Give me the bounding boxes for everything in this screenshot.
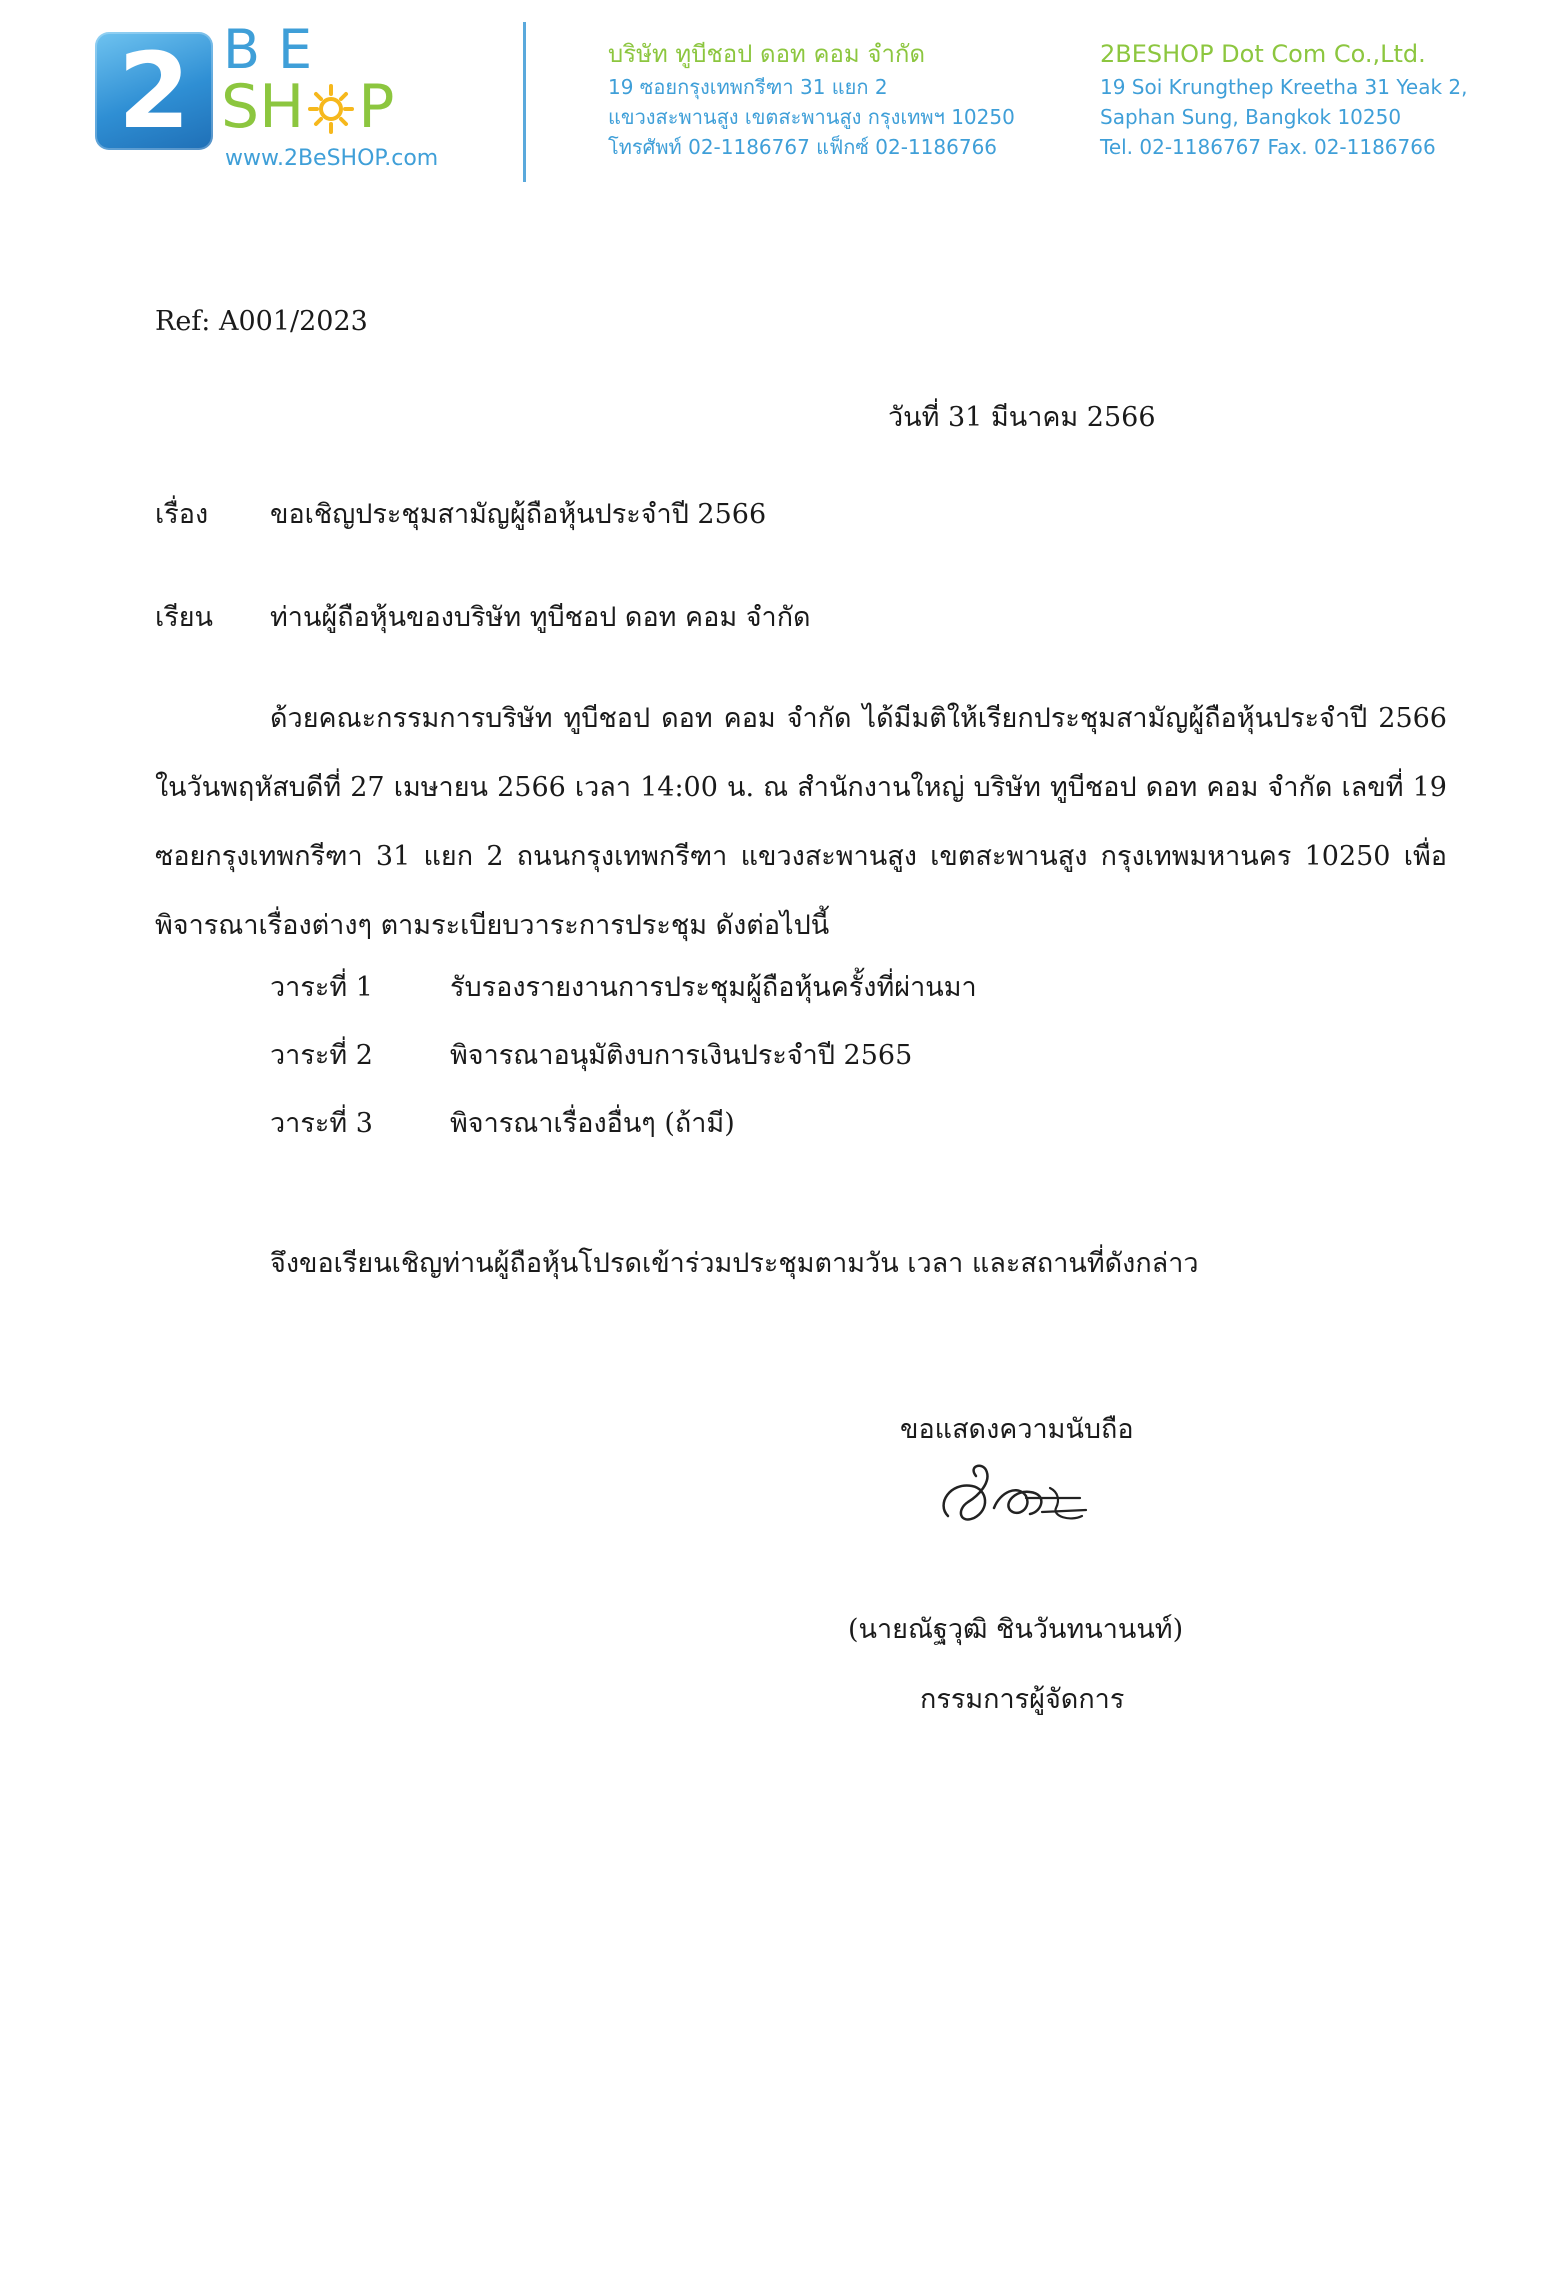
logo-number: 2: [117, 30, 191, 152]
regards: ขอแสดงความนับถือ: [900, 1414, 1134, 1445]
agenda-item: [270, 970, 977, 1006]
letter-date: วันที่ 31 มีนาคม 2566: [888, 402, 1156, 433]
address-line-2-thai: แขวงสะพานสูง เขตสะพานสูง กรุงเทพฯ 10250: [608, 105, 1015, 129]
agenda-text: พิจารณาเรื่องอื่นๆ (ถ้ามี): [450, 1108, 735, 1139]
signature: [930, 1452, 1120, 1540]
address-line-2-english: Saphan Sung, Bangkok 10250: [1100, 105, 1402, 129]
subject-label: เรื่อง: [155, 499, 209, 530]
signer-title: กรรมการผู้จัดการ: [920, 1684, 1125, 1715]
logo-text-be: BE: [223, 18, 331, 81]
agenda-label: วาระที่ 2: [270, 1040, 373, 1071]
address-line-1-thai: 19 ซอยกรุงเทพกรีฑา 31 แยก 2: [608, 75, 888, 99]
agenda-item: [270, 1106, 735, 1142]
closing-paragraph: จึงขอเรียนเชิญท่านผู้ถือหุ้นโปรดเข้าร่วมประชุมตามวัน เวลา และสถานที่ดังกล่าว: [270, 1248, 1199, 1279]
body-text: ด้วยคณะกรรมการบริษัท ทูบีชอป ดอท คอม จำกัด ได้มีมติให้เรียกประชุมสามัญผู้ถือหุ้นประจำปี 2566 ในวันพฤหัสบดีที่ 27 เมษายน 2566 เวลา 14:00 น. ณ สำนักงานใหญ่ บริษัท ทูบีชอป ดอท คอม จำกัด เลขที่ 19 ซอยกรุงเทพกรีฑา 31 แยก 2 ถนนกรุงเทพกรีฑา แขวงสะพานสูง เขตสะพานสูง กรุงเทพมหานคร 10250 เพื่อพิจารณาเรื่องต่างๆ ตามระเบียบวาระการประชุม ดังต่อไปนี้: [155, 703, 1447, 941]
logo-text-sh: SH: [221, 72, 305, 142]
phone-english: Tel. 02-1186767 Fax. 02-1186766: [1100, 135, 1436, 159]
company-name-english: 2BESHOP Dot Com Co.,Ltd.: [1100, 40, 1426, 68]
logo-url: www.2BeSHOP.com: [225, 146, 439, 171]
agenda-item: [270, 1038, 912, 1074]
agenda-label: วาระที่ 3: [270, 1108, 373, 1139]
phone-thai: โทรศัพท์ 02-1186767 แฟ็กซ์ 02-1186766: [608, 135, 998, 159]
logo-badge: [95, 32, 213, 150]
subject-text: ขอเชิญประชุมสามัญผู้ถือหุ้นประจำปี 2566: [270, 499, 767, 530]
logo-text-p: P: [358, 72, 395, 142]
reference-number: Ref: A001/2023: [155, 306, 368, 337]
agenda-text: รับรองรายงานการประชุมผู้ถือหุ้นครั้งที่ผ่านมา: [450, 972, 977, 1003]
logo-text-shop: [221, 72, 394, 142]
company-name-thai: บริษัท ทูบีชอป ดอท คอม จำกัด: [608, 40, 926, 68]
company-logo: [95, 18, 475, 178]
agenda-label: วาระที่ 1: [270, 972, 373, 1003]
signer-name: (นายณัฐวุฒิ ชินวันทนานนท์): [848, 1614, 1184, 1645]
contact-thai: [608, 36, 1015, 162]
letterhead-divider: [523, 22, 526, 182]
recipient-label: เรียน: [155, 602, 214, 633]
recipient-text: ท่านผู้ถือหุ้นของบริษัท ทูบีชอป ดอท คอม จำกัด: [270, 602, 811, 633]
address-line-1-english: 19 Soi Krungthep Kreetha 31 Yeak 2,: [1100, 75, 1468, 99]
contact-english: [1100, 36, 1468, 162]
sun-icon: [304, 72, 358, 142]
agenda-text: พิจารณาอนุมัติงบการเงินประจำปี 2565: [450, 1040, 913, 1071]
body-paragraph: [155, 684, 1447, 960]
